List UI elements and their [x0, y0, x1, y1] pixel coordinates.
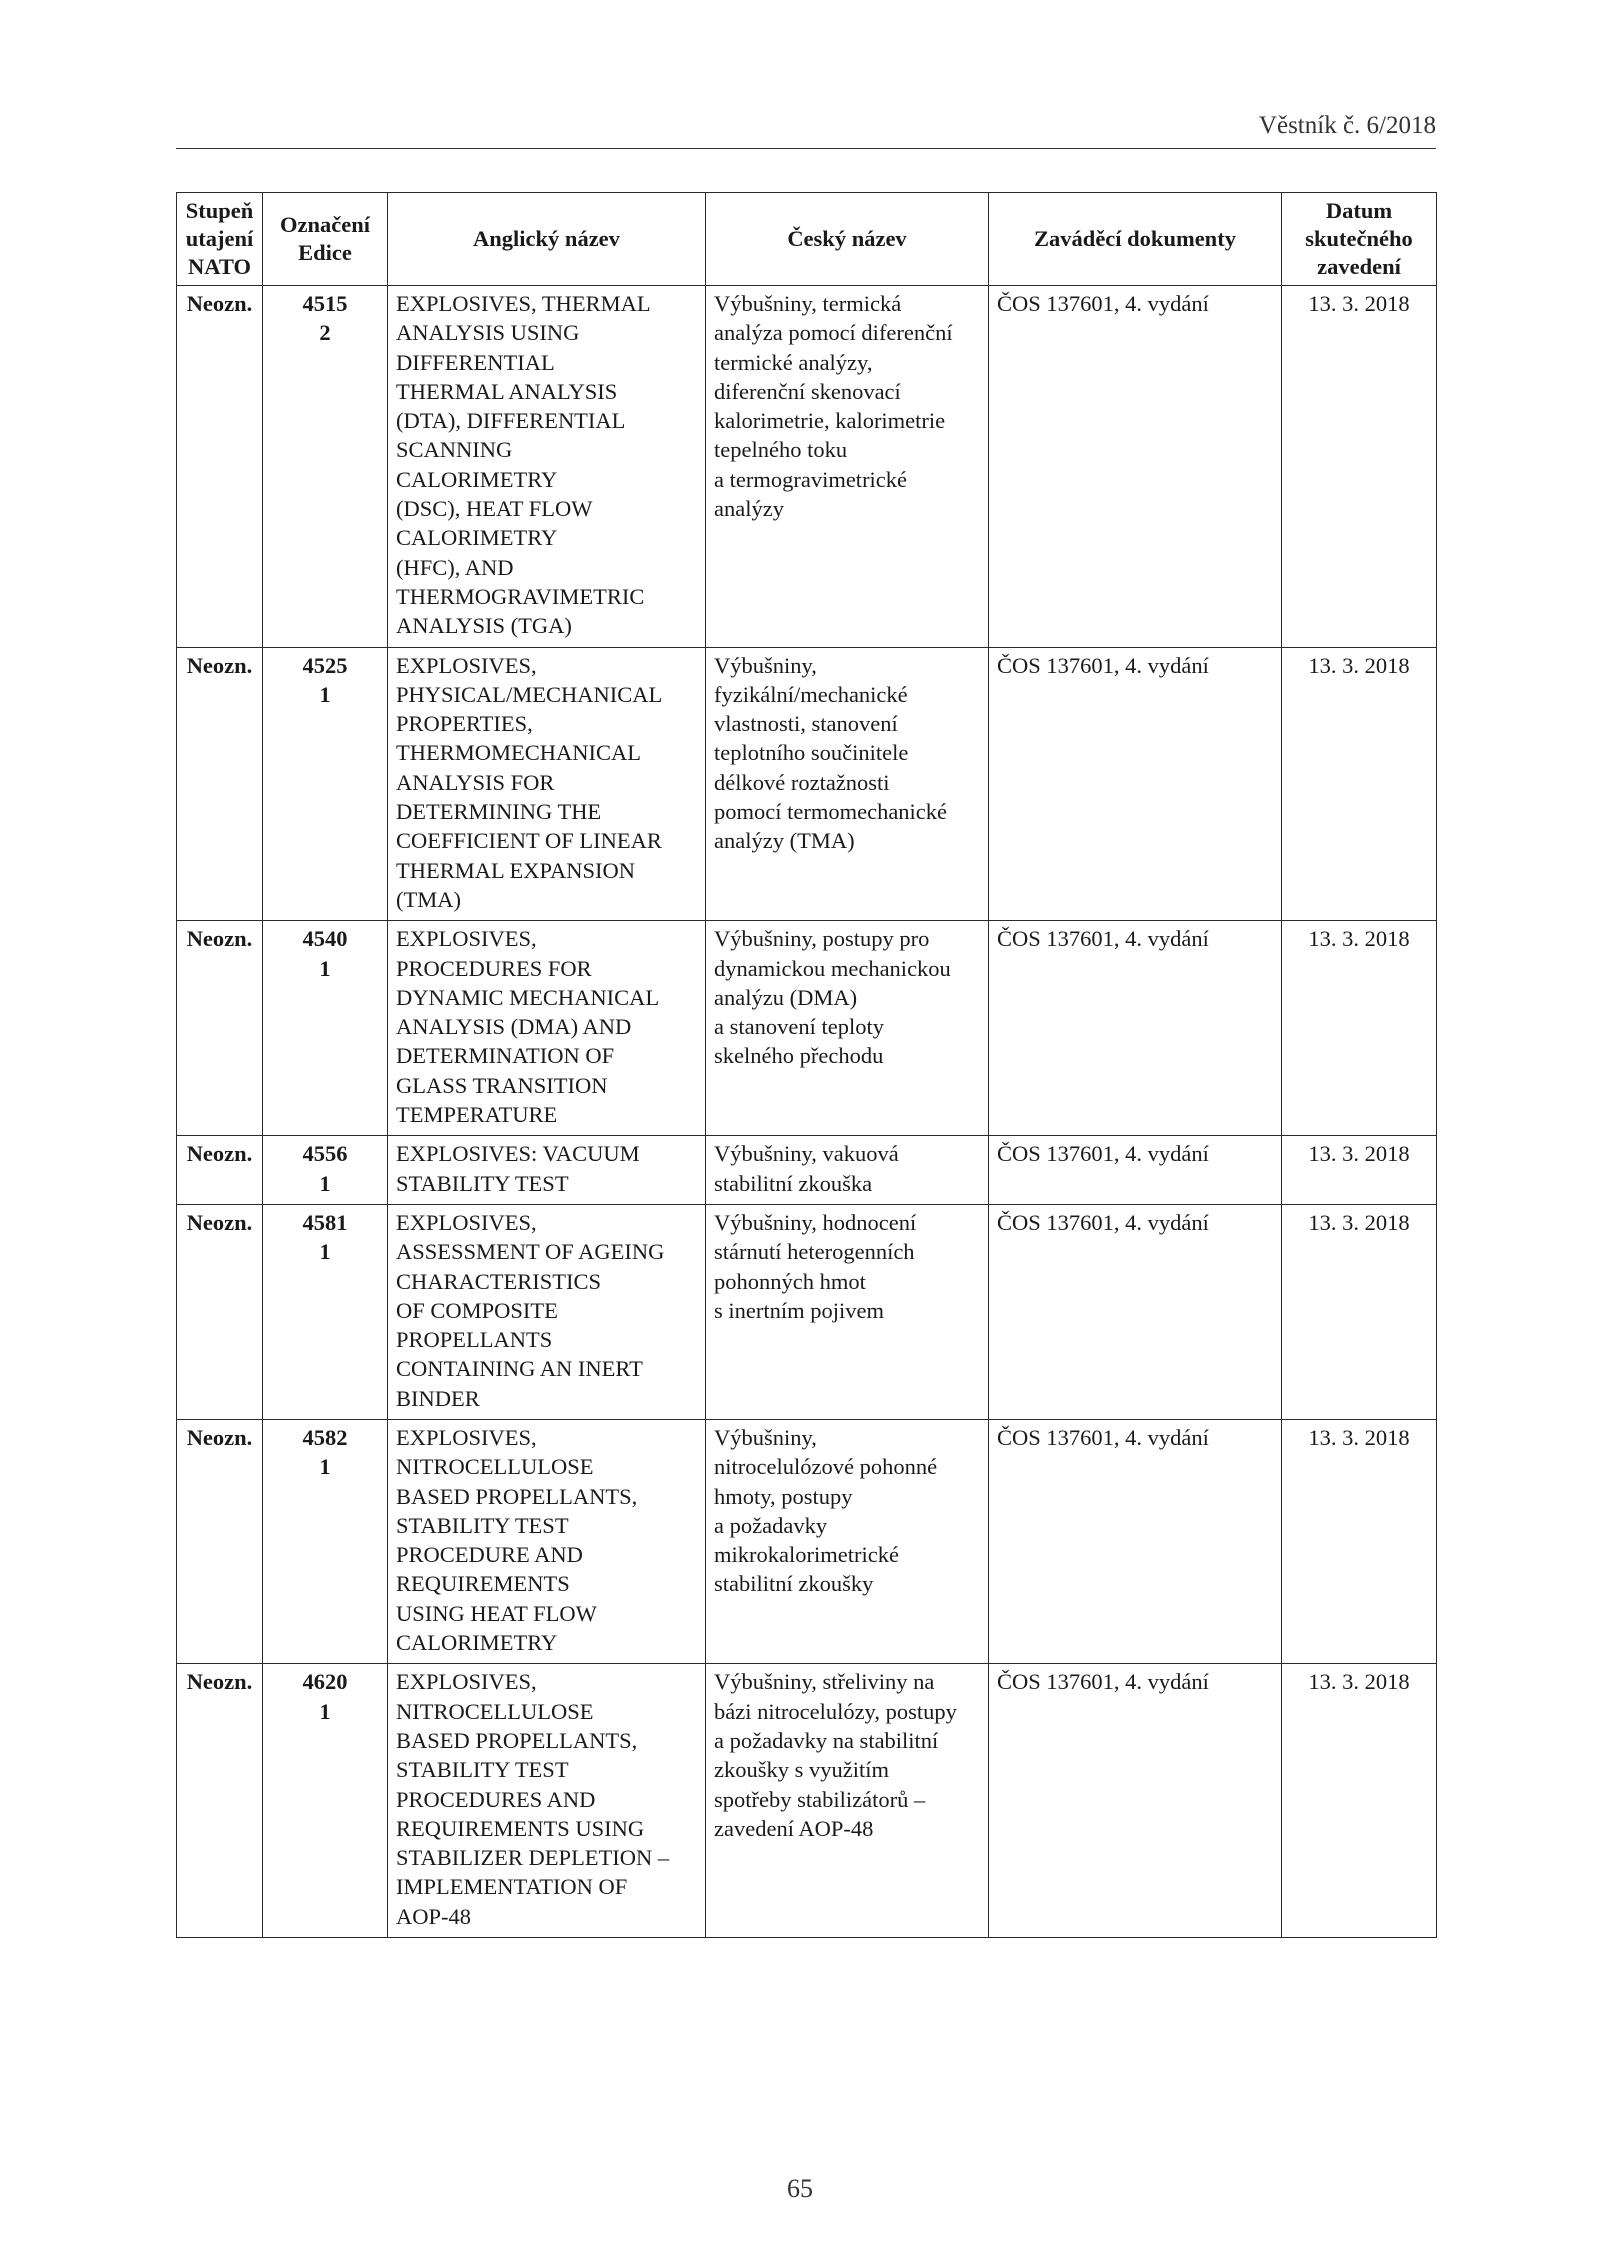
cell-classification: Neozn.: [177, 1419, 263, 1663]
cell-documents: ČOS 137601, 4. vydání: [989, 1136, 1282, 1205]
cell-documents: ČOS 137601, 4. vydání: [989, 1664, 1282, 1938]
table-header: [177, 193, 1437, 286]
table-row: [177, 1664, 1437, 1938]
cell-czech-title: Výbušniny, postupy pro dynamickou mechanickou analýzu (DMA) a stanovení teploty skelného přechodu: [706, 921, 989, 1136]
cell-documents: ČOS 137601, 4. vydání: [989, 1204, 1282, 1419]
cell-english-title: EXPLOSIVES, THERMAL ANALYSIS USING DIFFERENTIAL THERMAL ANALYSIS (DTA), DIFFERENTIAL SCANNING CALORIMETRY (DSC), HEAT FLOW CALORIMETRY (HFC), AND THERMOGRAVIMETRIC ANALYSIS (TGA): [388, 286, 706, 648]
header-czech-title: Český název: [706, 193, 989, 286]
cell-date: 13. 3. 2018: [1282, 647, 1437, 921]
cell-classification: Neozn.: [177, 647, 263, 921]
cell-date: 13. 3. 2018: [1282, 921, 1437, 1136]
cell-classification: Neozn.: [177, 286, 263, 648]
cell-designation: 4525 1: [263, 647, 388, 921]
cell-designation: 4556 1: [263, 1136, 388, 1205]
table-row: [177, 1204, 1437, 1419]
cell-date: 13. 3. 2018: [1282, 1664, 1437, 1938]
cell-classification: Neozn.: [177, 1664, 263, 1938]
cell-date: 13. 3. 2018: [1282, 1419, 1437, 1663]
cell-date: 13. 3. 2018: [1282, 1204, 1437, 1419]
header-documents: Zaváděcí dokumenty: [989, 193, 1282, 286]
cell-english-title: EXPLOSIVES, PROCEDURES FOR DYNAMIC MECHANICAL ANALYSIS (DMA) AND DETERMINATION OF GLASS TRANSITION TEMPERATURE: [388, 921, 706, 1136]
cell-english-title: EXPLOSIVES, PHYSICAL/MECHANICAL PROPERTIES, THERMOMECHANICAL ANALYSIS FOR DETERMINING THE COEFFICIENT OF LINEAR THERMAL EXPANSION (TMA): [388, 647, 706, 921]
table-row: [177, 1419, 1437, 1663]
cell-czech-title: Výbušniny, nitrocelulózové pohonné hmoty, postupy a požadavky mikrokalorimetrické stabilitní zkoušky: [706, 1419, 989, 1663]
table-row: [177, 286, 1437, 648]
table-row: [177, 647, 1437, 921]
standards-table: [176, 192, 1437, 1938]
cell-documents: ČOS 137601, 4. vydání: [989, 647, 1282, 921]
header-date: Datum skutečného zavedení: [1282, 193, 1437, 286]
header-designation: Označení Edice: [263, 193, 388, 286]
cell-english-title: EXPLOSIVES, NITROCELLULOSE BASED PROPELLANTS, STABILITY TEST PROCEDURE AND REQUIREMENTS USING HEAT FLOW CALORIMETRY: [388, 1419, 706, 1663]
table-row: [177, 921, 1437, 1136]
header-classification: Stupeň utajení NATO: [177, 193, 263, 286]
cell-date: 13. 3. 2018: [1282, 286, 1437, 648]
cell-czech-title: Výbušniny, vakuová stabilitní zkouška: [706, 1136, 989, 1205]
cell-czech-title: Výbušniny, střeliviny na bázi nitrocelulózy, postupy a požadavky na stabilitní zkoušky s využitím spotřeby stabilizátorů – zavedení AOP-48: [706, 1664, 989, 1938]
cell-documents: ČOS 137601, 4. vydání: [989, 921, 1282, 1136]
cell-english-title: EXPLOSIVES, NITROCELLULOSE BASED PROPELLANTS, STABILITY TEST PROCEDURES AND REQUIREMENTS USING STABILIZER DEPLETION – IMPLEMENTATION OF AOP-48: [388, 1664, 706, 1938]
cell-classification: Neozn.: [177, 921, 263, 1136]
cell-classification: Neozn.: [177, 1136, 263, 1205]
cell-designation: 4540 1: [263, 921, 388, 1136]
cell-documents: ČOS 137601, 4. vydání: [989, 1419, 1282, 1663]
table-row: [177, 1136, 1437, 1205]
cell-designation: 4581 1: [263, 1204, 388, 1419]
cell-english-title: EXPLOSIVES, ASSESSMENT OF AGEING CHARACTERISTICS OF COMPOSITE PROPELLANTS CONTAINING AN INERT BINDER: [388, 1204, 706, 1419]
cell-designation: 4582 1: [263, 1419, 388, 1663]
header-row: [177, 193, 1437, 286]
cell-czech-title: Výbušniny, hodnocení stárnutí heterogenních pohonných hmot s inertním pojivem: [706, 1204, 989, 1419]
running-header: [176, 112, 1436, 149]
page-number: 65: [787, 2174, 813, 2203]
cell-classification: Neozn.: [177, 1204, 263, 1419]
header-english-title: Anglický název: [388, 193, 706, 286]
journal-title: Věstník č. 6/2018: [1258, 112, 1436, 139]
cell-documents: ČOS 137601, 4. vydání: [989, 286, 1282, 648]
cell-date: 13. 3. 2018: [1282, 1136, 1437, 1205]
cell-english-title: EXPLOSIVES: VACUUM STABILITY TEST: [388, 1136, 706, 1205]
cell-czech-title: Výbušniny, fyzikální/mechanické vlastnosti, stanovení teplotního součinitele délkové roztažnosti pomocí termomechanické analýzy (TMA): [706, 647, 989, 921]
cell-designation: 4620 1: [263, 1664, 388, 1938]
table-body: [177, 286, 1437, 1938]
cell-czech-title: Výbušniny, termická analýza pomocí diferenční termické analýzy, diferenční skenovací kalorimetrie, kalorimetrie tepelného toku a termogravimetrické analýzy: [706, 286, 989, 648]
cell-designation: 4515 2: [263, 286, 388, 648]
